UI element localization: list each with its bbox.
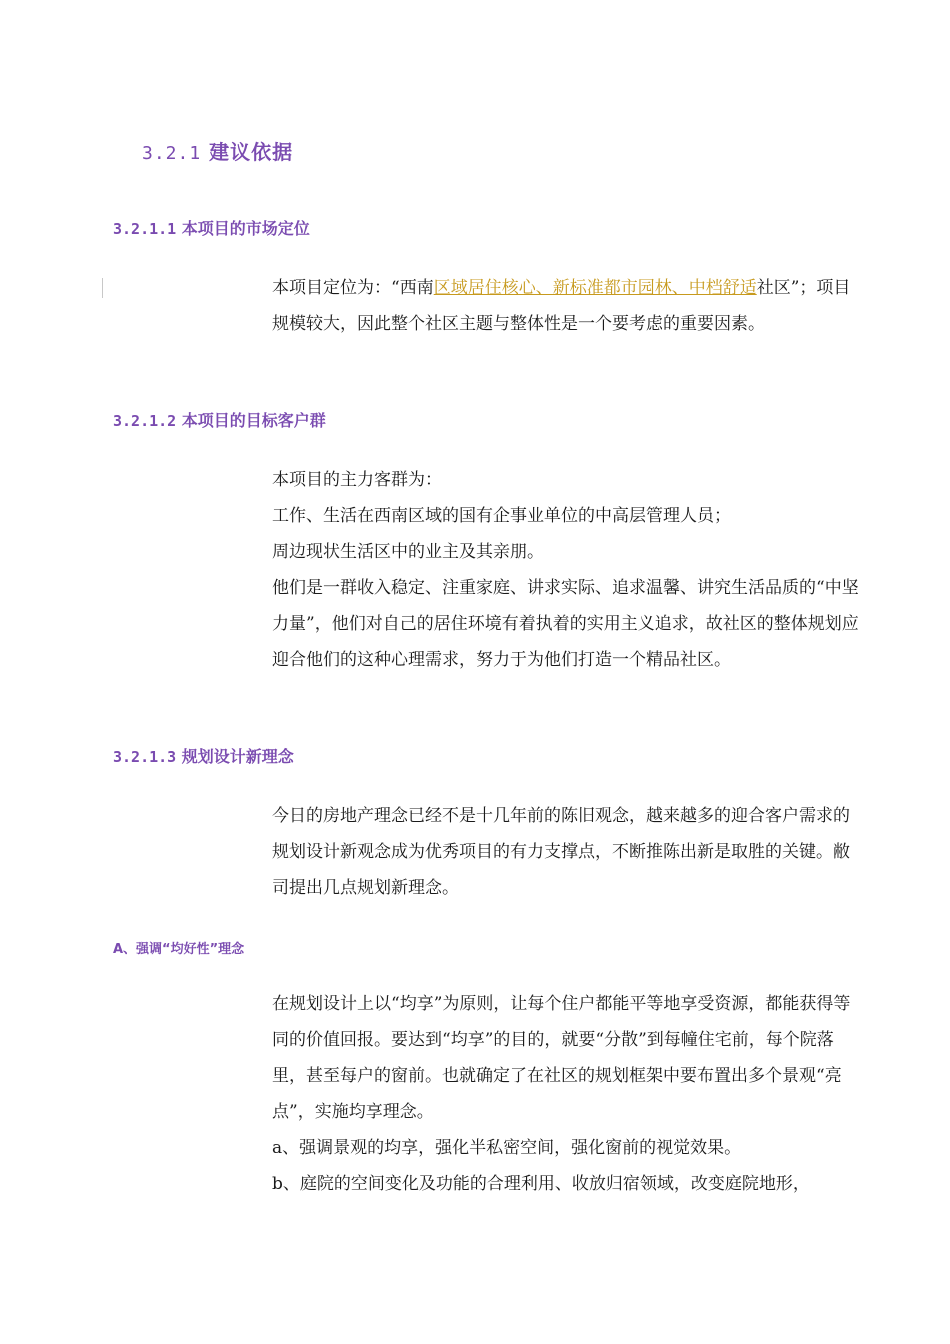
section-number: 3.2.1 <box>142 143 202 164</box>
subsection-heading-target-customers <box>113 408 326 431</box>
target-customers-paragraph <box>272 462 864 678</box>
subsection-title: 本项目的市场定位 <box>181 219 310 238</box>
balance-concept-paragraph <box>272 986 864 1202</box>
subsection-number: 3.2.1.3 <box>113 748 177 766</box>
subsection-number: 3.2.1.2 <box>113 412 177 430</box>
subsection-number: 3.2.1.1 <box>113 220 177 238</box>
list-item-a: a、强调景观的均享，强化半私密空间，强化窗前的视觉效果。 <box>272 1138 742 1158</box>
margin-marker <box>102 278 103 298</box>
paragraph-line: 工作、生活在西南区域的国有企事业单位的中高层管理人员； <box>272 506 731 526</box>
subsection-heading-planning-concept <box>113 744 294 767</box>
paragraph-text: 社区”；项目规模较大，因此整个社区主题与整体性是一个要考虑的重要因素。 <box>272 278 851 334</box>
list-item-b: b、庭院的空间变化及功能的合理利用、收放归宿领域，改变庭院地形， <box>272 1174 810 1194</box>
paragraph-line: 本项目的主力客群为： <box>272 470 442 490</box>
paragraph-text: 本项目定位为：“西南 <box>272 278 434 298</box>
paragraph-text: 今日的房地产理念已经不是十几年前的陈旧观念，越来越多的迎合客户需求的规划设计新观念成为优秀项目的有力支撑点，不断推陈出新是取胜的关键。敝司提出几点规划新理念。 <box>272 806 850 898</box>
paragraph-text: 在规划设计上以“均享”为原则，让每个住户都能平等地享受资源，都能获得等同的价值回报。要达到“均享”的目的，就要“分散”到每幢住宅前，每个院落里，甚至每户的窗前。也就确定了在社区的规划框架中要布置出多个景观“亮点”，实施均享理念。 <box>272 994 851 1122</box>
section-heading <box>142 136 293 165</box>
subsection-title: 本项目的目标客户群 <box>181 411 326 430</box>
subsection-title: 规划设计新理念 <box>181 747 294 766</box>
highlighted-positioning: 区域居住核心、新标准都市园林、中档舒适 <box>433 278 757 298</box>
subsection-heading-market-position <box>113 216 310 239</box>
planning-concept-paragraph <box>272 798 864 906</box>
item-heading-balance: A、强调“均好性”理念 <box>113 942 245 957</box>
section-title: 建议依据 <box>209 140 294 164</box>
market-position-paragraph <box>272 270 864 342</box>
paragraph-line: 他们是一群收入稳定、注重家庭、讲求实际、追求温馨、讲究生活品质的“中坚力量”，他们对自己的居住环境有着执着的实用主义追求，故社区的整体规划应迎合他们的这种心理需求，努力于为他们打造一个精品社区。 <box>272 578 859 670</box>
paragraph-line: 周边现状生活区中的业主及其亲朋。 <box>272 542 544 562</box>
